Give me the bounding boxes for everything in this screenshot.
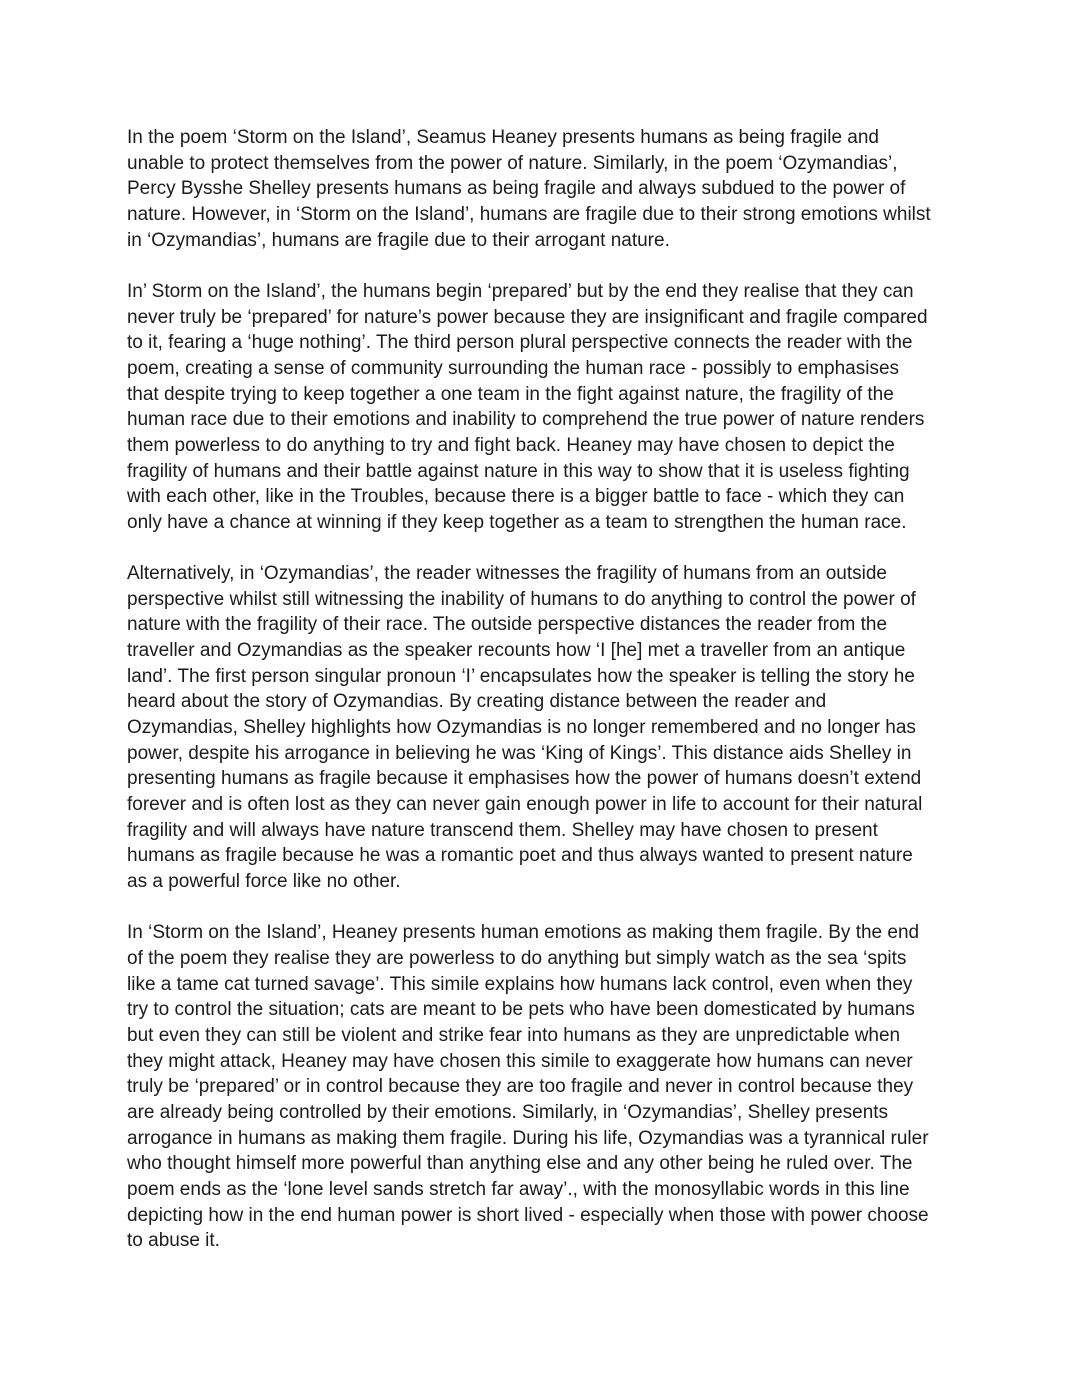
text-line: In the poem ‘Storm on the Island’, Seamus Heaney presents humans as being fragile and — [127, 127, 879, 148]
paragraph-intro — [127, 125, 955, 253]
text-line: who thought himself more powerful than anything else and any other being he ruled over. The — [127, 1153, 913, 1175]
text-line: poem, creating a sense of community surrounding the human race - possibly to emphasises — [127, 357, 900, 379]
text-line: fragility and will always have nature transcend them. Shelley may have chosen to present — [127, 819, 878, 841]
text-line: nature with the fragility of their race. The outside perspective distances the reader from the — [127, 614, 888, 636]
document-body — [127, 125, 955, 1279]
text-line: humans as fragile because he was a romantic poet and thus always wanted to present nature — [127, 845, 913, 867]
text-line: Ozymandias, Shelley highlights how Ozymandias is no longer remembered and no longer has — [127, 717, 916, 739]
text-line: fragility of humans and their battle against nature in this way to show that it is useless fighting — [127, 460, 910, 482]
text-line: heard about the story of Ozymandias. By creating distance between the reader and — [127, 691, 827, 713]
text-line: depicting how in the end human power is short lived - especially when those with power choose — [127, 1204, 929, 1226]
text-line: Percy Bysshe Shelley presents humans as being fragile and always subdued to the power of — [127, 178, 906, 200]
text-line: perspective whilst still witnessing the inability of humans to do anything to control the power of — [127, 588, 916, 610]
text-line: forever and is often lost as they can never gain enough power in life to account for their natural — [127, 794, 923, 816]
text-line: that despite trying to keep together a one team in the fight against nature, the fragility of the — [127, 383, 894, 405]
text-line: unable to protect themselves from the power of nature. Similarly, in the poem ‘Ozymandias’, — [127, 152, 898, 174]
text-line: with each other, like in the Troubles, because there is a bigger battle to face - which they can — [127, 486, 905, 508]
text-line: arrogance in humans as making them fragile. During his life, Ozymandias was a tyrannical ruler — [127, 1127, 929, 1149]
text-line: but even they can still be violent and strike fear into humans as they are unpredictable when — [127, 1024, 901, 1046]
text-line: In’ Storm on the Island’, the humans begin ‘prepared’ but by the end they realise that they can — [127, 280, 914, 302]
text-line: in ‘Ozymandias’, humans are fragile due to their arrogant nature. — [127, 229, 670, 251]
text-line: try to control the situation; cats are meant to be pets who have been domesticated by humans — [127, 999, 915, 1021]
paragraph-comparison — [127, 920, 955, 1254]
text-line: they might attack, Heaney may have chosen this simile to exaggerate how humans can never — [127, 1050, 913, 1072]
paragraph-storm-on-the-island — [127, 279, 955, 536]
text-line: Alternatively, in ‘Ozymandias’, the reader witnesses the fragility of humans from an outside — [127, 563, 887, 585]
text-line: as a powerful force like no other. — [127, 871, 401, 892]
text-line: In ‘Storm on the Island’, Heaney presents human emotions as making them fragile. By the end — [127, 922, 920, 944]
text-line: like a tame cat turned savage’. This simile explains how humans lack control, even when they — [127, 973, 913, 995]
text-line: of the poem they realise they are powerless to do anything but simply watch as the sea ‘spits — [127, 947, 907, 969]
text-line: traveller and Ozymandias as the speaker recounts how ‘I [he] met a traveller from an antique — [127, 640, 906, 662]
text-line: only have a chance at winning if they keep together as a team to strengthen the human race. — [127, 511, 907, 533]
paragraph-ozymandias — [127, 561, 955, 895]
text-line: them powerless to do anything to try and fight back. Heaney may have chosen to depict the — [127, 434, 895, 456]
text-line: nature. However, in ‘Storm on the Island’, humans are fragile due to their strong emotions whilst — [127, 203, 931, 225]
text-line: power, despite his arrogance in believing he was ‘King of Kings’. This distance aids Shelley in — [127, 742, 912, 764]
text-line: human race due to their emotions and inability to comprehend the true power of nature renders — [127, 409, 925, 431]
text-line: are already being controlled by their emotions. Similarly, in ‘Ozymandias’, Shelley presents — [127, 1101, 889, 1123]
text-line: land’. The first person singular pronoun ‘I’ encapsulates how the speaker is telling the story he — [127, 665, 915, 687]
text-line: to abuse it. — [127, 1230, 220, 1252]
text-line: poem ends as the ‘lone level sands stretch far away’., with the monosyllabic words in this line — [127, 1178, 910, 1200]
text-line: truly be ‘prepared’ or in control because they are too fragile and never in control because they — [127, 1076, 914, 1098]
text-line: to it, fearing a ‘huge nothing’. The third person plural perspective connects the reader with the — [127, 332, 913, 354]
text-line: presenting humans as fragile because it emphasises how the power of humans doesn’t extend — [127, 768, 922, 790]
text-line: never truly be ‘prepared’ for nature’s power because they are insignificant and fragile compared — [127, 306, 928, 328]
